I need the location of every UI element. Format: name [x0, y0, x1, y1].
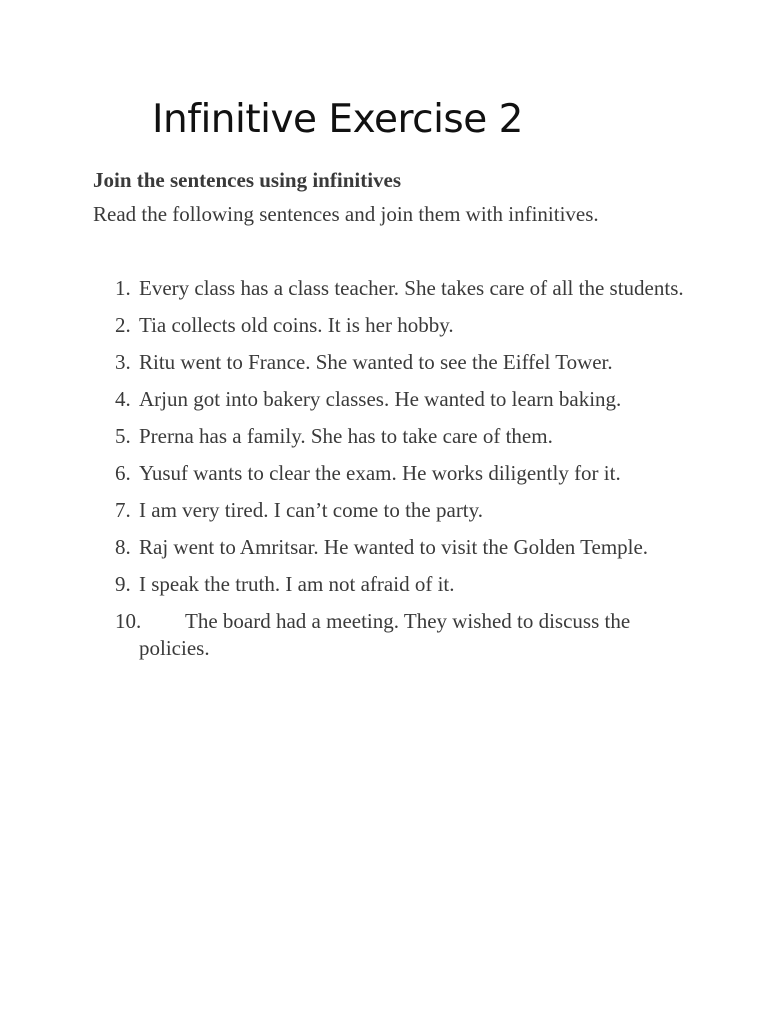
item-text: I speak the truth. I am not afraid of it.: [139, 572, 455, 596]
exercise-instructions: Read the following sentences and join them with infinitives.: [93, 202, 599, 226]
item-number: 1.: [115, 276, 131, 300]
item-number: 8.: [115, 535, 131, 559]
item-text: The board had a meeting. They wished to discuss the policies.: [139, 609, 631, 660]
item-number: 3.: [115, 350, 131, 374]
list-item: [115, 534, 685, 561]
item-number: 9.: [115, 572, 131, 596]
list-item: [115, 312, 685, 339]
list-item: [115, 349, 685, 376]
sentence-list: [115, 275, 685, 672]
list-item: [115, 608, 685, 662]
item-text: Raj went to Amritsar. He wanted to visit the Golden Temple.: [139, 535, 649, 559]
item-number: 2.: [115, 313, 131, 337]
item-text: Arjun got into bakery classes. He wanted to learn baking.: [139, 387, 622, 411]
list-item: [115, 460, 685, 487]
item-text: Yusuf wants to clear the exam. He works diligently for it.: [139, 461, 621, 485]
item-text: Ritu went to France. She wanted to see the Eiffel Tower.: [139, 350, 613, 374]
item-text: Prerna has a family. She has to take care of them.: [139, 424, 553, 448]
list-item: [115, 571, 685, 598]
list-item: [115, 386, 685, 413]
item-text: I am very tired. I can’t come to the party.: [139, 498, 484, 522]
item-number: 6.: [115, 461, 131, 485]
item-number: 5.: [115, 424, 131, 448]
item-text: Every class has a class teacher. She takes care of all the students.: [139, 276, 684, 300]
item-number: 4.: [115, 387, 131, 411]
exercise-heading: Join the sentences using infinitives: [93, 168, 402, 192]
item-number: 7.: [115, 498, 131, 522]
page-title: Infinitive Exercise 2: [152, 97, 523, 142]
item-number: 10.: [115, 609, 142, 633]
list-item: [115, 423, 685, 450]
list-item: [115, 497, 685, 524]
list-item: [115, 275, 685, 302]
item-text: Tia collects old coins. It is her hobby.: [139, 313, 454, 337]
